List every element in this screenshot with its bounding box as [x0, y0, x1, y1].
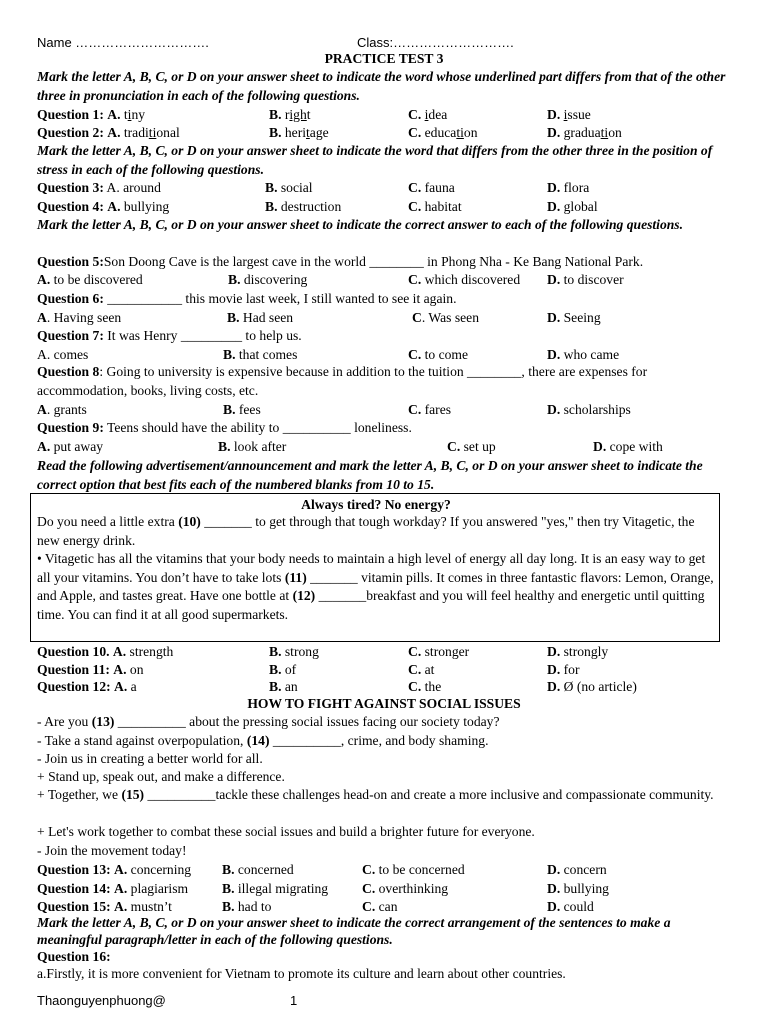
question-1-label: Question 1:	[37, 107, 104, 122]
question-14: Question 14: A. plagiarism B. illegal migrating C. overthinking D. bullying	[37, 881, 609, 896]
q8-option-c: fares	[424, 402, 452, 417]
question-7-label: Question 7:	[37, 328, 104, 343]
option-letter: D.	[547, 125, 561, 140]
q4-option-d: global	[563, 199, 598, 214]
social-line-6: + Let's work together to combat these social issues and build a brighter future for everyone.	[37, 824, 535, 839]
page-title: PRACTICE TEST 3	[324, 51, 444, 66]
advertisement-text	[37, 513, 715, 625]
question-2-label: Question 2:	[37, 125, 104, 140]
q9-option-b: look after	[233, 439, 287, 454]
q15-option-a: mustn’t	[130, 899, 172, 914]
question-3: Question 3: A. around B. social C. fauna D. flora	[37, 180, 590, 195]
advertisement-title: Always tired? No energy?	[301, 497, 451, 512]
question-5-options: A. to be discovered B. discovering C. which discovered D. to discover	[37, 272, 624, 287]
option-letter: C.	[408, 125, 422, 140]
q10-option-b: strong	[284, 644, 319, 659]
social-line-5: + Together, we (15) __________tackle these challenges head-on and create a more inclusive and compassionate community.	[37, 787, 714, 802]
question-9-text: Teens should have the ability to __________ loneliness.	[107, 420, 412, 435]
question-8-label: Question 8	[37, 364, 100, 379]
q12-option-c: the	[424, 679, 442, 694]
q3-option-b: social	[280, 180, 313, 195]
question-12: Question 12: A. a B. an C. the D. Ø (no article)	[37, 679, 637, 694]
q11-option-b: of	[284, 662, 297, 677]
question-6-text: ___________ this movie last week, I still wanted to see it again.	[107, 291, 457, 306]
q1-option-a: tiny	[123, 107, 146, 122]
q2-option-a: traditional	[123, 125, 180, 140]
instruction-reading: Read the following advertisement/announcement and mark the letter A, B, C, or D on your answer sheet to indicate the correct option that best fits each of the numbered blanks from 10 to 15.	[37, 458, 703, 492]
q13-option-a: concerning	[130, 862, 192, 877]
question-5-text: Son Doong Cave is the largest cave in the world ________ in Phong Nha - Ke Bang National Park.	[103, 254, 644, 269]
q10-option-d: strongly	[563, 644, 609, 659]
q7-option-d: who came	[563, 347, 620, 362]
question-7-stem	[37, 327, 737, 344]
q8-option-b: fees	[238, 402, 261, 417]
q6-option-d: Seeing	[563, 310, 601, 325]
question-11: Question 11: A. on B. of C. at D. for	[37, 662, 580, 677]
q1-option-b: right	[284, 107, 311, 122]
footer-page-number: 1	[290, 993, 298, 1008]
q3-option-d: flora	[563, 180, 590, 195]
option-letter: A.	[107, 125, 121, 140]
q6-option-c: . Was seen	[421, 310, 479, 325]
q3-option-a: around	[123, 180, 161, 195]
option-letter: D.	[547, 107, 561, 122]
question-6-options: A. Having seen B. Had seen C. Was seen D. Seeing	[37, 310, 601, 325]
q6-option-a: . Having seen	[46, 310, 122, 325]
q2-option-b: heritage	[284, 125, 329, 140]
question-6-stem	[37, 290, 737, 307]
q5-option-b: discovering	[243, 272, 308, 287]
class-field-label: Class:……………………….	[357, 35, 514, 50]
q4-option-b: destruction	[280, 199, 342, 214]
question-15: Question 15: A. mustn’t B. had to C. can D. could	[37, 899, 594, 914]
question-8-stem	[37, 363, 731, 400]
q15-option-c: can	[378, 899, 398, 914]
footer-author: Thaonguyenphuong@	[37, 993, 166, 1008]
q5-option-c: which discovered	[424, 272, 521, 287]
advertisement-paragraph-1: Do you need a little extra (10) _______ to get through that tough workday? If you answered "yes," then try Vitagetic, the new energy drink.	[37, 514, 695, 548]
advertisement-paragraph-2: • Vitagetic has all the vitamins that your body needs to maintain a high level of energy all day long. It is an easy way to get all your vitamins. You don’t have to take lots (11) _______ vitamin pills. It comes in three fantastic flavors: Lemon, Orange, and Apple, and tastes great. Have one bottle at (12) _______breakfast and you will feel healthy and energetic until quitting time. You can find it at all good supermarkets.	[37, 551, 714, 622]
q14-option-b: illegal migrating	[237, 881, 329, 896]
q5-option-a: to be discovered	[53, 272, 143, 287]
q7-option-a: A. comes	[37, 347, 89, 362]
question-8-text: : Going to university is expensive because in addition to the tuition ________, there are expenses for accommodation, books, living costs, etc.	[37, 364, 648, 398]
q11-option-c: at	[424, 662, 435, 677]
question-2	[37, 124, 737, 141]
q10-option-c: stronger	[424, 644, 470, 659]
social-issues-title: HOW TO FIGHT AGAINST SOCIAL ISSUES	[247, 696, 521, 711]
q2-option-d: graduation	[563, 125, 622, 140]
option-letter: A.	[107, 107, 121, 122]
q10-option-a: strength	[129, 644, 174, 659]
q14-option-a: plagiarism	[130, 881, 189, 896]
q3-option-c: fauna	[424, 180, 455, 195]
question-16-label: Question 16:	[37, 949, 111, 964]
question-11-label: Question 11:	[37, 662, 110, 677]
instruction-stress: Mark the letter A, B, C, or D on your answer sheet to indicate the word that differs from the other three in the position of stress in each of the following questions.	[37, 143, 713, 177]
q1-option-d: issue	[563, 107, 591, 122]
social-line-4: + Stand up, speak out, and make a difference.	[37, 769, 285, 784]
question-15-label: Question 15:	[37, 899, 111, 914]
q2-option-c: education	[424, 125, 478, 140]
question-10: Question 10. A. strength B. strong C. stronger D. strongly	[37, 644, 609, 659]
q7-option-c: to come	[424, 347, 469, 362]
option-letter: B.	[269, 125, 282, 140]
q4-option-a: bullying	[123, 199, 170, 214]
q8-option-a: . grants	[46, 402, 87, 417]
q8-option-d: scholarships	[563, 402, 631, 417]
question-5-label: Question 5:	[37, 254, 104, 269]
name-field-label: Name ………………………….	[37, 35, 209, 50]
q13-option-c: to be concerned	[378, 862, 465, 877]
q7-option-b: that comes	[238, 347, 298, 362]
q13-option-b: concerned	[237, 862, 294, 877]
question-7-text: It was Henry _________ to help us.	[107, 328, 302, 343]
option-letter: C.	[408, 107, 422, 122]
question-12-label: Question 12:	[37, 679, 111, 694]
question-8-options: A. grants B. fees C. fares D. scholarships	[37, 402, 631, 417]
question-4: Question 4: A. bullying B. destruction C. habitat D. global	[37, 199, 598, 214]
instruction-pronunciation: Mark the letter A, B, C, or D on your answer sheet to indicate the word whose underlined part differs from that of the other three in pronunciation in each of the following questions.	[37, 69, 726, 103]
q12-option-a: a	[130, 679, 137, 694]
q14-option-c: overthinking	[378, 881, 449, 896]
q12-option-d: Ø (no article)	[563, 679, 637, 694]
instruction-arrangement: Mark the letter A, B, C, or D on your answer sheet to indicate the correct arrangement of the sentences to make a meaningful paragraph/letter in each of the following questions.	[37, 915, 671, 947]
question-1	[37, 106, 737, 123]
question-5-stem	[37, 253, 737, 270]
q9-option-d: cope with	[609, 439, 663, 454]
question-13: Question 13: A. concerning B. concerned C. to be concerned D. concern	[37, 862, 607, 877]
q5-option-d: to discover	[563, 272, 624, 287]
instruction-correct-answer: Mark the letter A, B, C, or D on your answer sheet to indicate the correct answer to each of the following questions.	[37, 217, 683, 232]
q1-option-c: idea	[424, 107, 448, 122]
q16-sentence-a: a.Firstly, it is more convenient for Vietnam to promote its culture and learn about other countries.	[37, 966, 566, 981]
q4-option-c: habitat	[424, 199, 462, 214]
question-3-label: Question 3:	[37, 180, 104, 195]
advertisement-box	[30, 493, 720, 642]
social-line-1: - Are you (13) __________ about the pressing social issues facing our society today?	[37, 714, 500, 729]
question-10-label: Question 10.	[37, 644, 110, 659]
q9-option-a: put away	[53, 439, 104, 454]
q11-option-a: on	[129, 662, 144, 677]
q15-option-d: could	[563, 899, 594, 914]
social-line-7: - Join the movement today!	[37, 843, 187, 858]
q9-option-c: set up	[463, 439, 496, 454]
question-7-options: A. comes B. that comes C. to come D. who came	[37, 347, 620, 362]
question-14-label: Question 14:	[37, 881, 111, 896]
question-9-stem	[37, 419, 737, 436]
question-4-label: Question 4:	[37, 199, 104, 214]
social-line-3: - Join us in creating a better world for all.	[37, 751, 263, 766]
social-line-2: - Take a stand against overpopulation, (14) __________, crime, and body shaming.	[37, 733, 489, 748]
q6-option-b: Had seen	[242, 310, 294, 325]
q12-option-b: an	[284, 679, 298, 694]
option-letter: B.	[269, 107, 282, 122]
question-13-label: Question 13:	[37, 862, 111, 877]
q13-option-d: concern	[563, 862, 607, 877]
q15-option-b: had to	[237, 899, 272, 914]
q14-option-d: bullying	[563, 881, 609, 896]
q11-option-d: for	[563, 662, 580, 677]
question-9-label: Question 9:	[37, 420, 104, 435]
question-6-label: Question 6:	[37, 291, 104, 306]
question-9-options: A. put away B. look after C. set up D. cope with	[37, 439, 663, 454]
